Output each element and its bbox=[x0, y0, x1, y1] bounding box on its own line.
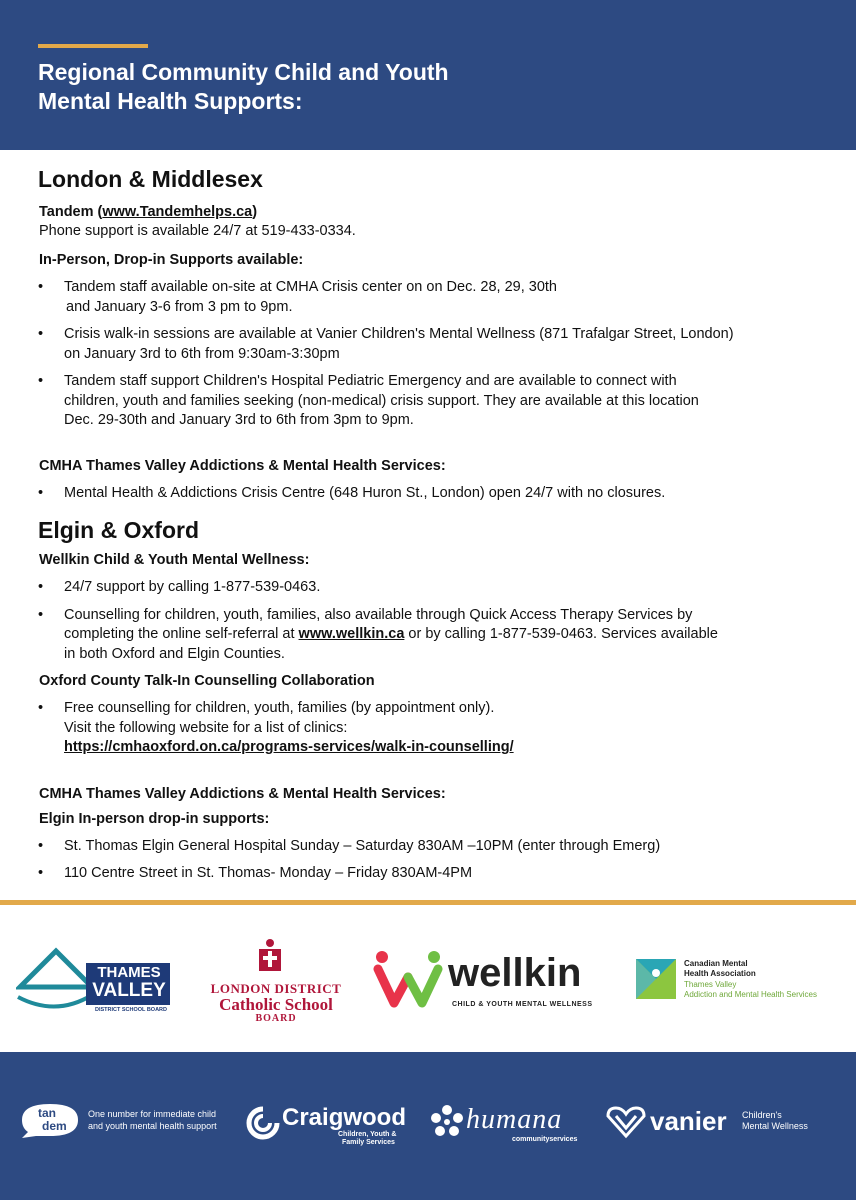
ldcsb-line1: LONDON DISTRICT bbox=[210, 981, 342, 996]
tandem-tag1: One number for immediate child bbox=[88, 1109, 217, 1119]
humana-logo bbox=[430, 1102, 590, 1146]
footer-banner bbox=[0, 1052, 856, 1200]
cmha-line2: Health Association bbox=[684, 969, 756, 978]
tandem-name: Tandem ( bbox=[39, 204, 103, 220]
header-banner bbox=[0, 0, 856, 150]
oxford-item-a: Free counselling for children, youth, families (by appointment only). bbox=[64, 700, 495, 716]
vanier-hearts-icon bbox=[604, 1106, 648, 1140]
inperson-item2-l1: Crisis walk-in sessions are available at Vanier Children's Mental Wellness (871 Trafalgar Street, London) bbox=[64, 326, 734, 342]
humana-dots-icon bbox=[430, 1104, 464, 1140]
craigwood-name: Craigwood bbox=[282, 1104, 406, 1131]
cmha-line4: Addiction and Mental Health Services bbox=[684, 990, 817, 999]
inperson-list bbox=[38, 278, 828, 431]
main-content bbox=[38, 162, 828, 884]
london-cmha-list bbox=[38, 484, 828, 504]
bullet-glyph: • bbox=[38, 606, 44, 623]
wellkin-item1: 24/7 support by calling 1-877-539-0463. bbox=[64, 579, 321, 595]
vanier-logo bbox=[604, 1106, 834, 1146]
elgin-dropin-item2: 110 Centre Street in St. Thomas- Monday – Friday 830AM-4PM bbox=[64, 865, 473, 881]
wellkin-link[interactable]: www.wellkin.ca bbox=[298, 626, 405, 642]
tvdsb-line1: THAMES bbox=[97, 964, 161, 981]
list-item bbox=[38, 864, 828, 884]
bullet-glyph: • bbox=[38, 484, 44, 501]
tandem-tag2: and youth mental health support bbox=[88, 1121, 217, 1131]
page-title bbox=[38, 58, 638, 116]
vanier-tag1: Children's bbox=[742, 1110, 782, 1120]
tandem-footer-logo bbox=[18, 1102, 238, 1142]
tandem-logo-a: tan bbox=[38, 1106, 56, 1120]
tandem-link[interactable]: www.Tandemhelps.ca bbox=[102, 204, 253, 220]
oxford-heading: Oxford County Talk-In Counselling Collaboration bbox=[39, 673, 375, 689]
inperson-item3-l1: Tandem staff support Children's Hospital Pediatric Emergency and are available to connect with bbox=[64, 373, 677, 389]
list-item bbox=[38, 278, 828, 317]
tvdsb-line2: VALLEY bbox=[92, 980, 166, 1001]
ldcsb-logo bbox=[196, 935, 356, 1025]
craigwood-tag1: Children, Youth & bbox=[338, 1131, 397, 1138]
list-item bbox=[38, 837, 828, 857]
tandem-phone: Phone support is available 24/7 at 519-433-0334. bbox=[39, 223, 356, 239]
inperson-item3-l2: children, youth and families seeking (non-medical) crisis support. They are available at this location bbox=[64, 392, 699, 409]
wellkin-tagline: CHILD & YOUTH MENTAL WELLNESS bbox=[452, 1001, 593, 1008]
vanier-name: vanier bbox=[650, 1106, 727, 1136]
cmha-line3: Thames Valley bbox=[684, 980, 737, 989]
oxford-item-b: Visit the following website for a list of clinics: bbox=[64, 719, 348, 736]
cmha-line1: Canadian Mental bbox=[684, 959, 748, 968]
bullet-glyph: • bbox=[38, 279, 44, 295]
ldcsb-line3: BOARD bbox=[255, 1013, 297, 1024]
inperson-heading: In-Person, Drop-in Supports available: bbox=[39, 252, 304, 268]
page-title-line1: Regional Community Child and Youth bbox=[38, 59, 449, 85]
tandem-close: ) bbox=[252, 204, 258, 220]
elgin-heading: Elgin & Oxford bbox=[38, 517, 199, 543]
craigwood-swirl-icon bbox=[246, 1106, 280, 1140]
craigwood-logo bbox=[246, 1102, 416, 1148]
ldcsb-line2: Catholic School bbox=[219, 995, 333, 1014]
elgin-dropin-item1: St. Thomas Elgin General Hospital Sunday – Saturday 830AM –10PM (enter through Emerg) bbox=[64, 837, 661, 854]
tandem-line bbox=[38, 203, 828, 222]
bullet-glyph: • bbox=[38, 326, 44, 342]
wellkin-item2-a: Counselling for children, youth, families, also available through Quick Access Therapy Services by bbox=[64, 606, 693, 623]
bullet-glyph: • bbox=[38, 865, 44, 881]
elgin-cmha-heading: CMHA Thames Valley Addictions & Mental Health Services: bbox=[39, 785, 446, 802]
oxford-list bbox=[38, 699, 828, 758]
bullet-glyph: • bbox=[38, 837, 44, 854]
bullet-glyph: • bbox=[38, 579, 44, 595]
wellkin-item2-c: or by calling 1-877-539-0463. Services available bbox=[404, 626, 718, 642]
oxford-link[interactable]: https://cmhaoxford.on.ca/programs-services/walk-in-counselling/ bbox=[64, 739, 514, 755]
page-title-line2: Mental Health Supports: bbox=[38, 88, 303, 114]
list-item bbox=[38, 606, 828, 665]
list-item bbox=[38, 325, 828, 364]
london-heading: London & Middlesex bbox=[38, 166, 263, 192]
london-cmha-heading: CMHA Thames Valley Addictions & Mental Health Services: bbox=[39, 457, 446, 474]
wellkin-item2-d: in both Oxford and Elgin Counties. bbox=[64, 645, 285, 662]
cmha-logo bbox=[636, 959, 846, 1003]
inperson-item1-l2: and January 3-6 from 3 pm to 9pm. bbox=[66, 298, 293, 315]
london-cmha-item: Mental Health & Addictions Crisis Centre (648 Huron St., London) open 24/7 with no closures. bbox=[64, 484, 666, 501]
wellkin-name: wellkin bbox=[448, 951, 582, 995]
inperson-item3-l3: Dec. 29-30th and January 3rd to 6th from 3pm to 9pm. bbox=[64, 412, 414, 428]
tandem-logo-b: dem bbox=[42, 1119, 67, 1133]
bullet-glyph: • bbox=[38, 700, 44, 716]
list-item bbox=[38, 372, 828, 431]
craigwood-tag2: Family Services bbox=[342, 1139, 395, 1146]
wellkin-list bbox=[38, 578, 828, 664]
wellkin-heading: Wellkin Child & Youth Mental Wellness: bbox=[39, 552, 310, 568]
cmha-emblem-icon bbox=[636, 959, 676, 999]
wellkin-item2-b: completing the online self-referral at bbox=[64, 626, 299, 642]
tvdsb-line3: DISTRICT SCHOOL BOARD bbox=[94, 1007, 167, 1013]
humana-name: humana bbox=[466, 1104, 563, 1135]
elgin-dropin-list bbox=[38, 837, 828, 884]
list-item bbox=[38, 484, 828, 504]
tvdsb-logo bbox=[16, 945, 172, 1015]
inperson-item2-l2: on January 3rd to 6th from 9:30am-3:30pm bbox=[64, 345, 340, 362]
wellkin-w-icon bbox=[372, 949, 444, 1009]
list-item bbox=[38, 699, 828, 758]
humana-tag: communityservices bbox=[512, 1136, 578, 1143]
partner-logos bbox=[0, 905, 856, 1055]
header-accent-bar bbox=[38, 44, 148, 48]
ldcsb-crest-icon bbox=[255, 937, 285, 977]
inperson-item1-l1: Tandem staff available on-site at CMHA Crisis center on on Dec. 28, 29, 30th bbox=[64, 279, 557, 295]
wellkin-logo bbox=[372, 949, 602, 1013]
bullet-glyph: • bbox=[38, 373, 44, 389]
vanier-tag2: Mental Wellness bbox=[742, 1121, 808, 1131]
list-item bbox=[38, 578, 828, 598]
elgin-dropin-heading: Elgin In-person drop-in supports: bbox=[39, 810, 270, 827]
